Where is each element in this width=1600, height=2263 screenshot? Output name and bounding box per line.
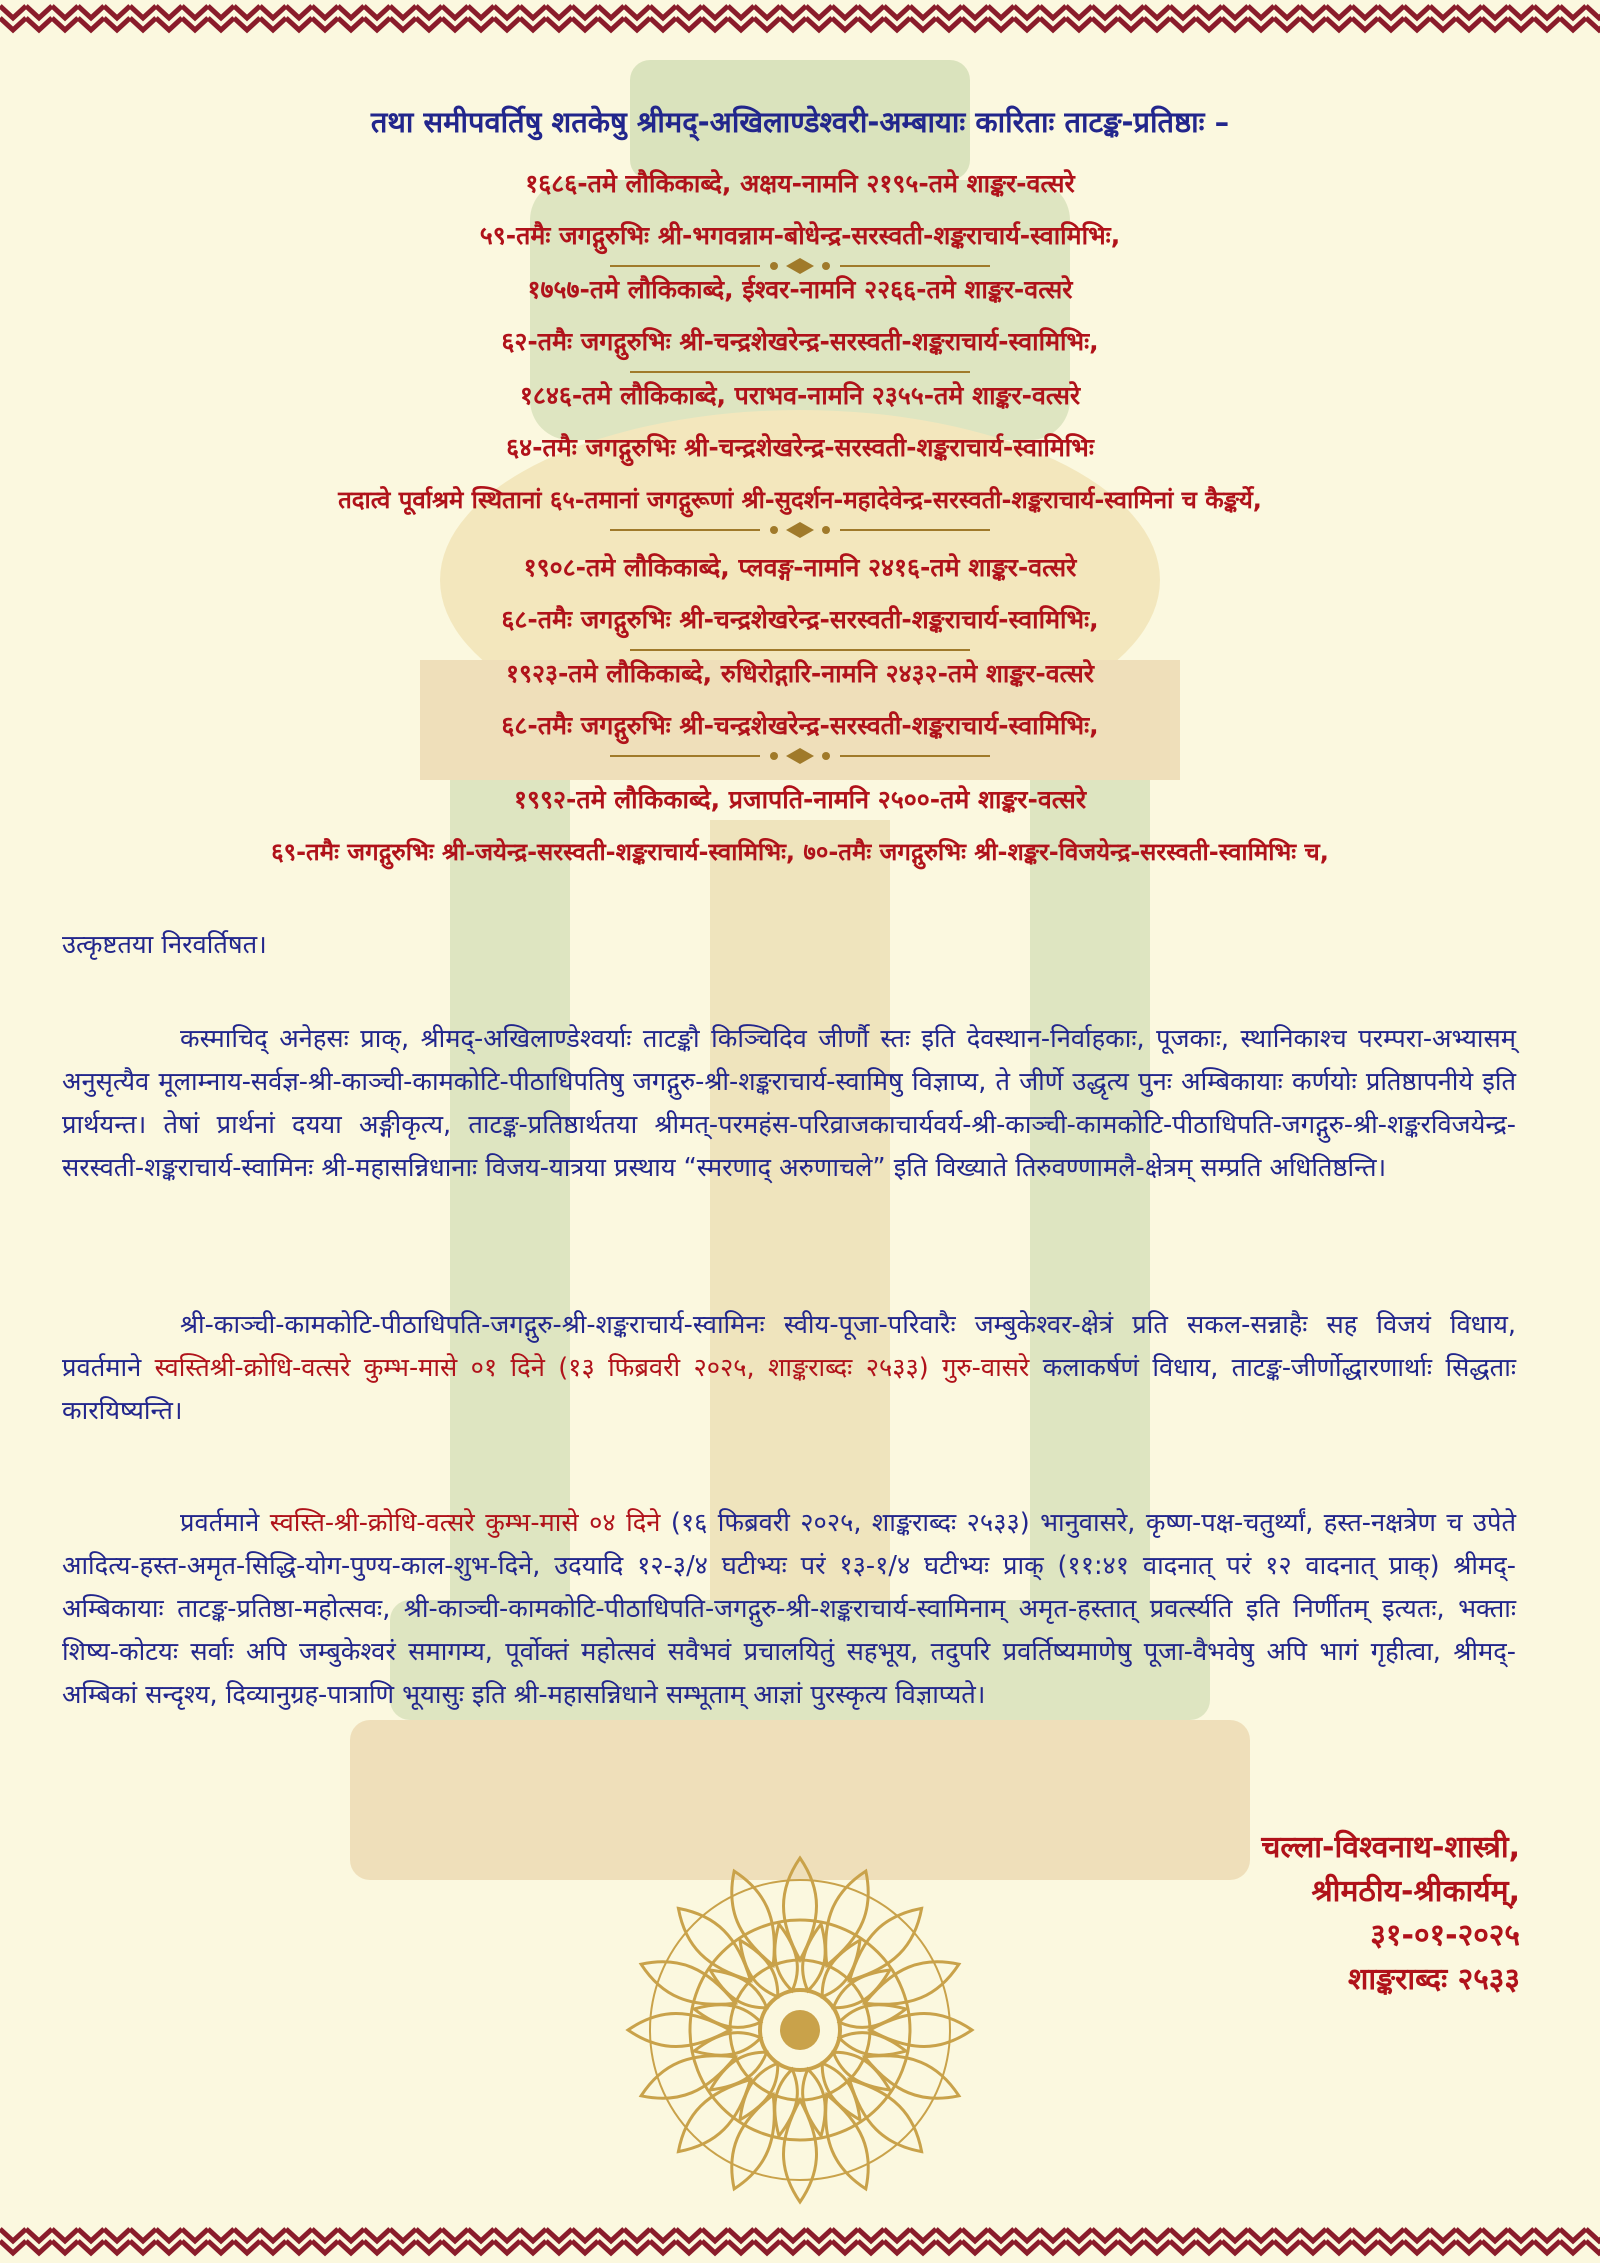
- verse-line: १७५७-तमे लौकिकाब्दे, ईश्वर-नामनि २२६६-तमे शाङ्कर-वत्सरे: [527, 275, 1073, 304]
- paragraph-2-date: स्वस्तिश्री-क्रोधि-वत्सरे कुम्भ-मासे ०१ दिने (१३ फिब्रवरी २०२५, शाङ्कराब्दः २५३३) गुरु-वासरे: [154, 1353, 1030, 1383]
- paragraph-2: [62, 1304, 1516, 1433]
- paragraph-3-lead: प्रवर्तमाने: [180, 1508, 270, 1538]
- verse-line: ६८-तमैः जगद्गुरुभिः श्री-चन्द्रशेखरेन्द्र-सरस्वती-शङ्कराचार्य-स्वामिभिः,: [501, 711, 1099, 740]
- verse-line: ६४-तमैः जगद्गुरुभिः श्री-चन्द्रशेखरेन्द्र-सरस्वती-शङ्कराचार्य-स्वामिभिः: [506, 433, 1094, 462]
- ornamental-divider-icon: [610, 746, 990, 766]
- verse-line: तदात्वे पूर्वाश्रमे स्थितानां ६५-तमानां जगद्गुरूणां श्री-सुदर्शन-महादेवेन्द्र-सरस्वती-शङ्कराचार्य-स्वामिनां च कैङ्कर्ये,: [338, 486, 1262, 514]
- verse-line: १८४६-तमे लौकिकाब्दे, पराभव-नामनि २३५५-तमे शाङ्कर-वत्सरे: [519, 381, 1081, 410]
- paragraph-1-text: कस्माचिद् अनेहसः प्राक्, श्रीमद्-अखिलाण्डेश्वर्याः ताटङ्कौ किञ्चिदिव जीर्णौ स्तः इति देवस्थान-निर्वाहकाः, पूजकाः, स्थानिकाश्च परम्परा-अभ्यासम् अनुसृत्यैव मूलाम्नाय-सर्वज्ञ-श्री-काञ्ची-कामकोटि-पीठाधिपतिषु जगद्गुरु-श्री-शङ्कराचार्य-स्वामिषु विज्ञाप्य, ते जीर्णे उद्धृत्य पुनः अम्बिकायाः कर्णयोः प्रतिष्ठापनीये इति प्रार्थयन्त। तेषां प्रार्थनां दयया अङ्गीकृत्य, ताटङ्क-प्रतिष्ठार्थतया श्रीमत्-परमहंस-परिव्राजकाचार्यवर्य-श्री-काञ्ची-कामकोटि-पीठाधिपति-जगद्गुरु-श्री-शङ्करविजयेन्द्र-सरस्वती-शङ्कराचार्य-स्वामिनः श्री-महासन्निधानाः विजय-यात्रया प्रस्थाय “स्मरणाद् अरुणाचले” इति विख्याते तिरुवण्णामलै-क्षेत्रम् सम्प्रति अधितिष्ठन्ति।: [62, 1024, 1516, 1183]
- paragraph-3: [62, 1502, 1516, 1717]
- ornamental-divider-icon: [610, 520, 990, 540]
- verse-line: ६८-तमैः जगद्गुरुभिः श्री-चन्द्रशेखरेन्द्र-सरस्वती-शङ्कराचार्य-स्वामिभिः,: [501, 605, 1099, 634]
- paragraph-3-text: (१६ फिब्रवरी २०२५, शाङ्कराब्दः २५३३) भानुवासरे, कृष्ण-पक्ष-चतुर्थ्यां, हस्त-नक्षत्रेण च उपेते आदित्य-हस्त-अमृत-सिद्धि-योग-पुण्य-काल-शुभ-दिने, उदयादि १२-३/४ घटीभ्यः परं १३-१/४ घटीभ्यः प्राक् (११:४१ वादनात् परं १२ वादनात् प्राक्) श्रीमद्-अम्बिकायाः ताटङ्क-प्रतिष्ठा-महोत्सवः, श्री-काञ्ची-कामकोटि-पीठाधिपति-जगद्गुरु-श्री-शङ्कराचार्य-स्वामिनाम् अमृत-हस्तात् प्रवर्त्स्यति इति निर्णीतम् इत्यतः, भक्ताः शिष्य-कोटयः सर्वाः अपि जम्बुकेश्वरं समागम्य, पूर्वोक्तं महोत्सवं सवैभवं प्रचालयितुं सहभूय, तदुपरि प्रवर्तिष्यमाणेषु पूजा-वैभवेषु अपि भागं गृहीत्वा, श्रीमद्-अम्बिकां सन्दृश्य, दिव्यानुग्रह-पात्राणि भूयासुः इति श्री-महासन्निधाने सम्भूताम् आज्ञां पुरस्कृत्य विज्ञाप्यते।: [62, 1508, 1517, 1710]
- signature-era: शाङ्कराब्दः २५३३: [1347, 1962, 1520, 1997]
- verse-line: ६२-तमैः जगद्गुरुभिः श्री-चन्द्रशेखरेन्द्र-सरस्वती-शङ्कराचार्य-स्वामिभिः,: [501, 327, 1099, 356]
- paragraph-2-tail: कलाकर्षणं विधाय, ताटङ्क-जीर्णोद्धारणार्थाः सिद्धताः कारयिष्यन्ति।: [62, 1353, 1516, 1426]
- page-title: तथा समीपवर्तिषु शतकेषु श्रीमद्-अखिलाण्डेश्वरी-अम्बायाः कारिताः ताटङ्क-प्रतिष्ठाः –: [370, 105, 1230, 139]
- conclusion-line: उत्कृष्टतया निरवर्तिषत।: [62, 930, 267, 960]
- signature-block: [1261, 1826, 1520, 2002]
- verse-line: १९९२-तमे लौकिकाब्दे, प्रजापति-नामनि २५००-तमे शाङ्कर-वत्सरे: [513, 785, 1087, 814]
- verse-line: १९०८-तमे लौकिकाब्दे, प्लवङ्ग-नामनि २४१६-तमे शाङ्कर-वत्सरे: [523, 553, 1077, 582]
- mandala-icon: [620, 1850, 980, 2210]
- paragraph-3-date: स्वस्ति-श्री-क्रोधि-वत्सरे कुम्भ-मासे ०४ दिने: [269, 1508, 661, 1538]
- paragraph-1: [62, 1018, 1516, 1190]
- verse-line: १६८६-तमे लौकिकाब्दे, अक्षय-नामनि २१९५-तमे शाङ्कर-वत्सरे: [525, 169, 1075, 198]
- verse-line: ५९-तमैः जगद्गुरुभिः श्री-भगवन्नाम-बोधेन्द्र-सरस्वती-शङ्कराचार्य-स्वामिभिः,: [479, 221, 1121, 250]
- signature-name: चल्ला-विश्वनाथ-शास्त्री,: [1261, 1830, 1520, 1865]
- verse-line: १९२३-तमे लौकिकाब्दे, रुधिरोद्गारि-नामनि २४३२-तमे शाङ्कर-वत्सरे: [506, 659, 1094, 688]
- paragraph-2-text: श्री-काञ्ची-कामकोटि-पीठाधिपति-जगद्गुरु-श्री-शङ्कराचार्य-स्वामिनः स्वीय-पूजा-परिवारैः जम्बुकेश्वर-क्षेत्रं प्रति सकल-सन्नाहैः सह विजयं विधाय, प्रवर्तमाने: [62, 1310, 1516, 1383]
- signature-office: श्रीमठीय-श्रीकार्यम्,: [1311, 1874, 1520, 1909]
- verse-line: ६९-तमैः जगद्गुरुभिः श्री-जयेन्द्र-सरस्वती-शङ्कराचार्य-स्वामिभिः, ७०-तमैः जगद्गुरुभिः श्री-शङ्कर-विजयेन्द्र-सरस्वती-स्वामिभिः च,: [271, 838, 1329, 866]
- signature-date: ३१-०१-२०२५: [1370, 1918, 1520, 1953]
